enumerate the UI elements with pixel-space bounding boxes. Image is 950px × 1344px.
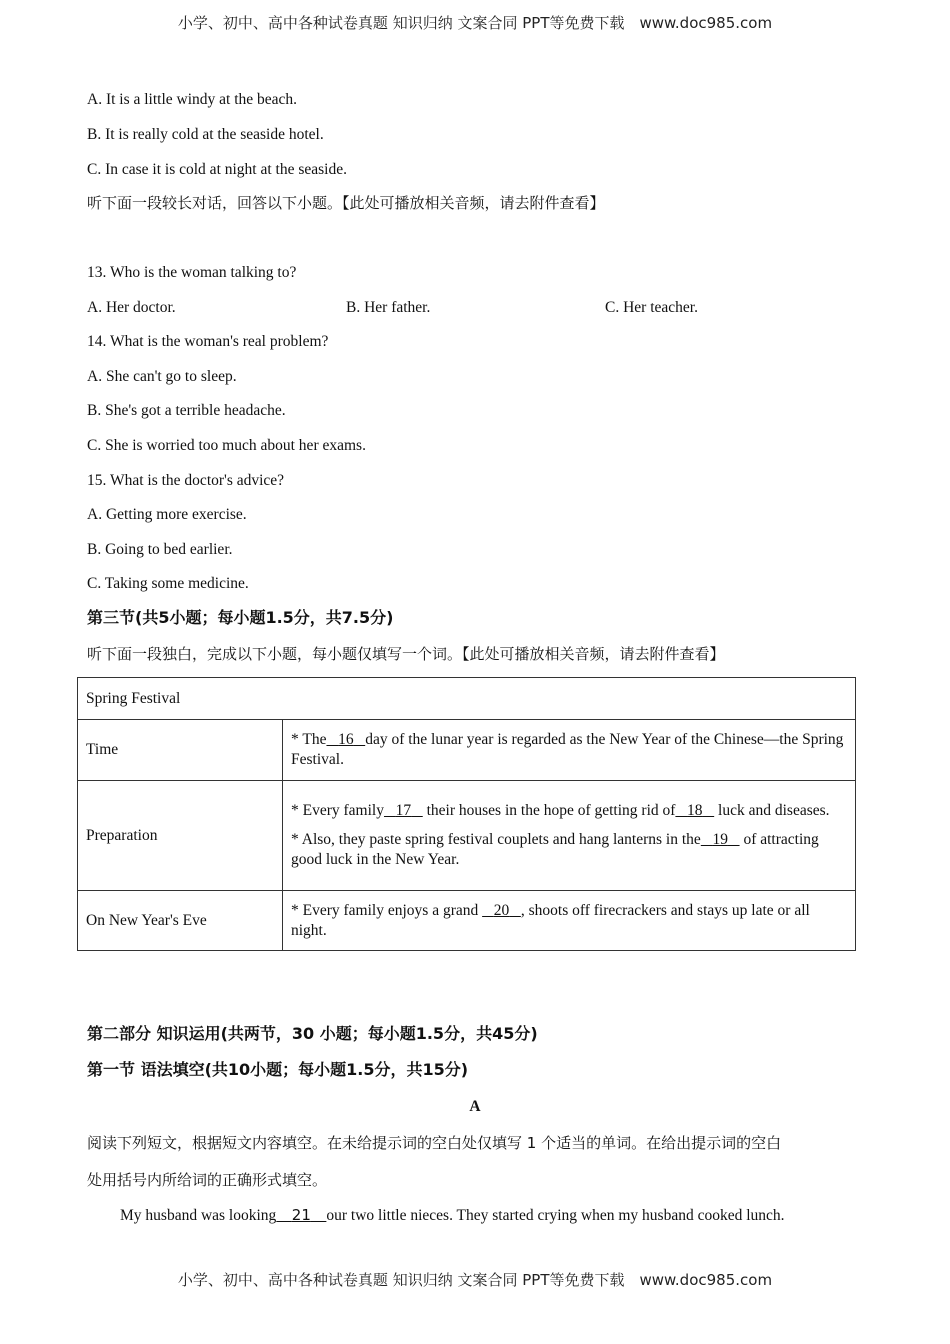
q13-option-b: B. Her father. xyxy=(346,299,431,316)
row-label-new-years-eve: On New Year's Eve xyxy=(78,891,283,951)
q15-option-a: A. Getting more exercise. xyxy=(87,506,247,523)
q14-question: 14. What is the woman's real problem? xyxy=(87,333,329,350)
row-label-preparation: Preparation xyxy=(78,781,283,891)
table-title: Spring Festival xyxy=(78,678,856,720)
q13-option-c: C. Her teacher. xyxy=(605,299,698,316)
q14-option-a: A. She can't go to sleep. xyxy=(87,368,237,385)
q15-question: 15. What is the doctor's advice? xyxy=(87,472,285,489)
q15-option-b: B. Going to bed earlier. xyxy=(87,541,233,558)
page-header: 小学、初中、高中各种试卷真题 知识归纳 文案合同 PPT等免费下载 www.doc985.com xyxy=(177,14,773,32)
q12-option-c: C. In case it is cold at night at the seaside. xyxy=(87,161,347,178)
section3-instruction: 听下面一段独白，完成以下小题，每小题仅填写一个词。【此处可播放相关音频，请去附件查看】 xyxy=(87,645,725,663)
long-dialog-instruction: 听下面一段较长对话，回答以下小题。【此处可播放相关音频，请去附件查看】 xyxy=(87,194,605,212)
row-content-preparation: * Every family 17 their houses in the hope of getting rid of 18 luck and diseases. * Also, they paste spring festival couplets and hang lanterns in the 19 of attracting good luck in the New Year. xyxy=(283,781,856,891)
passage-paragraph: My husband was looking 21 our two little nieces. They started crying when my husband cooked lunch. xyxy=(120,1206,785,1224)
q14-option-c: C. She is worried too much about her exams. xyxy=(87,437,366,454)
row-content-new-years-eve: * Every family enjoys a grand 20 , shoots off firecrackers and stays up late or all night. xyxy=(283,891,856,951)
q13-option-a: A. Her doctor. xyxy=(87,299,176,316)
q13-question: 13. Who is the woman talking to? xyxy=(87,264,297,281)
blank-19[interactable]: 19 xyxy=(712,831,728,848)
blank-18[interactable]: 18 xyxy=(687,802,703,819)
part2-section1-title: 第一节 语法填空(共10小题；每小题1.5分，共15分) xyxy=(87,1060,469,1079)
passage-instruction-line2: 处用括号内所给词的正确形式填空。 xyxy=(87,1171,328,1189)
page-footer: 小学、初中、高中各种试卷真题 知识归纳 文案合同 PPT等免费下载 www.doc985.com xyxy=(177,1271,773,1289)
part2-title: 第二部分 知识运用(共两节，30 小题；每小题1.5分，共45分) xyxy=(87,1024,538,1043)
q12-option-b: B. It is really cold at the seaside hotel. xyxy=(87,126,324,143)
row-content-time: * The 16 day of the lunar year is regarded as the New Year of the Chinese—the Spring Festival. xyxy=(283,720,856,781)
q15-option-c: C. Taking some medicine. xyxy=(87,575,249,592)
spring-festival-table xyxy=(77,677,856,951)
blank-17[interactable]: 17 xyxy=(395,802,412,819)
blank-16[interactable]: 16 xyxy=(338,731,354,748)
blank-20[interactable]: 20 xyxy=(493,901,510,919)
q14-option-b: B. She's got a terrible headache. xyxy=(87,402,286,419)
blank-21[interactable]: 21 xyxy=(291,1206,311,1224)
row-label-time: Time xyxy=(78,720,283,781)
q12-option-a: A. It is a little windy at the beach. xyxy=(87,91,298,108)
passage-label: A xyxy=(469,1098,481,1115)
passage-instruction-line1: 阅读下列短文，根据短文内容填空。在未给提示词的空白处仅填写 1 个适当的单词。在给出提示词的空白 xyxy=(87,1134,782,1152)
section3-title: 第三节(共5小题；每小题1.5分，共7.5分) xyxy=(87,608,394,627)
